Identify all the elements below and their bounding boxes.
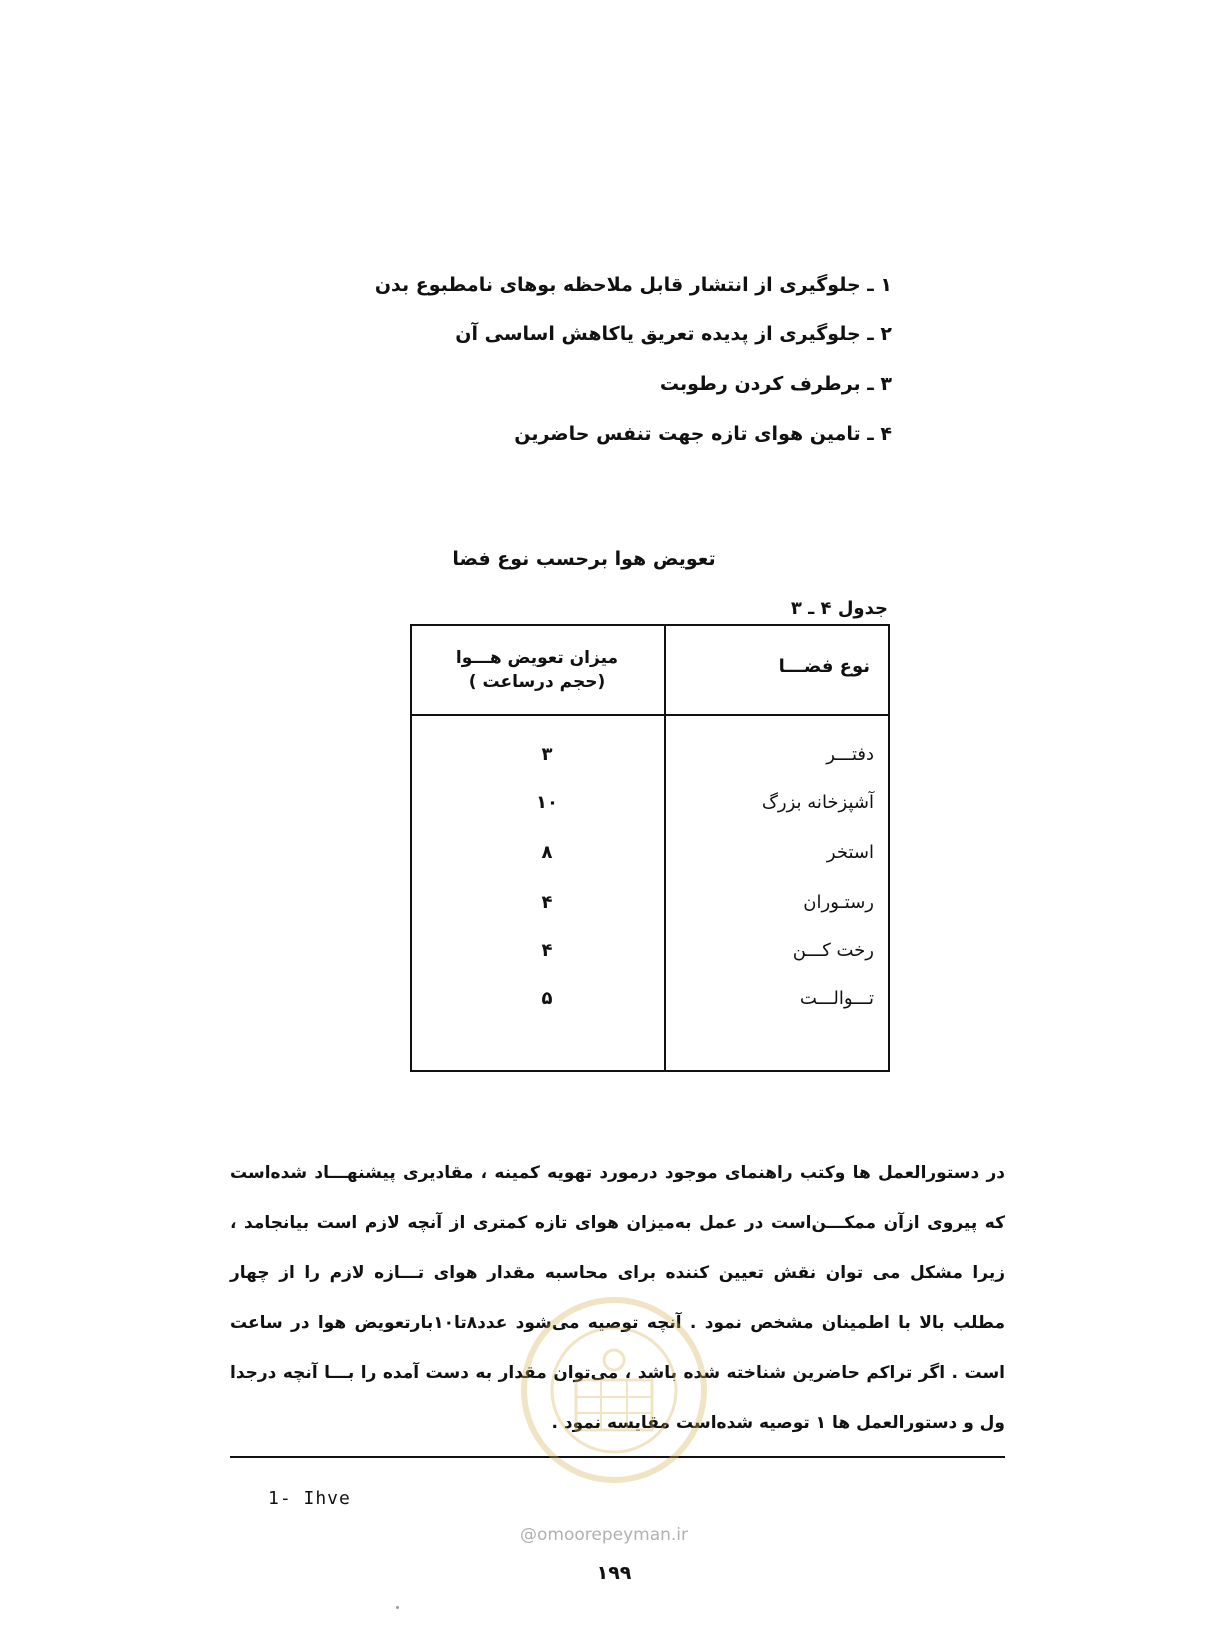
header-divider — [412, 714, 888, 716]
ventilation-table — [410, 624, 890, 1072]
list-item-4: ۴ ـ تامین هوای تازه جهت تنفس حاضرین — [514, 423, 892, 445]
footnote: 1- Ihve — [268, 1488, 351, 1509]
table-title-text: تعویض هوا برحسب نوع فضا — [452, 548, 716, 570]
table-row-space: رستـوران — [803, 892, 874, 913]
table-row-space: تـــوالـــت — [799, 988, 874, 1009]
list-item-3: ۳ ـ برطرف کردن رطوبت — [659, 373, 892, 395]
list-item-2: ۲ ـ جلوگیری از پدیده تعریق یاکاهش اساسی آن — [455, 323, 892, 345]
watermark-site: @omoorepeyman.ir — [520, 1525, 689, 1545]
table-row-space: استخر — [826, 842, 874, 863]
table-row-rate: ۳ — [541, 744, 553, 765]
table-row-rate: ۸ — [541, 842, 553, 863]
table-row-rate: ۴ — [541, 892, 553, 913]
header-rate-line1: میزان تعویض هـــوا — [455, 648, 619, 668]
watermark-seal-icon — [514, 1290, 714, 1490]
body-paragraph: در دستورالعمل ها وکتب راهنمای موجود درمورد تهویه کمینه ، مقادیری پیشنهـــاد شده‌است که پیروی ازآن ممکـــن‌است در عمل به‌میزان هوای تازه کمتری از آنچه لازم است بیانجامد ، زیرا مشکل می توان نقش تعیین کننده برای محاسبه مقدار هوای تـــازه لازم را از چهار مطلب بالا با اطمینان مشخص نمود . آنچه توصیه می‌شود عدد۸تا۱۰بارتعویض هوا در ساعت است . اگر تراکم حاضرین شناخته شده باشد ، می‌توان مقدار به دست آمده را بـــا آنچه درجدا ول و دستورالعمل ها ۱ توصیه شده‌است مقایسه نمود . — [230, 1163, 1005, 1433]
table-row-rate: ۴ — [541, 940, 553, 961]
table-row-space: دفتـــر — [826, 744, 874, 765]
table-row-space: آشپزخانه بزرگ — [761, 792, 874, 813]
page-number: ۱۹۹ — [596, 1562, 632, 1584]
table-row-space: رخت کـــن — [792, 940, 874, 961]
table-title — [0, 548, 1228, 570]
header-rate-line2: (حجم درساعت ) — [468, 672, 606, 692]
header-air-change-rate — [422, 646, 652, 694]
table-row-rate: ۵ — [541, 988, 553, 1009]
scan-dot — [396, 1606, 399, 1609]
list-item-1: ۱ ـ جلوگیری از انتشار قابل ملاحظه بوهای نامطبوع بدن — [374, 274, 892, 296]
table-row-rate: ۱۰ — [536, 792, 558, 813]
header-space-type: نوع فضـــا — [778, 656, 870, 677]
table-label: جدول ۴ ـ ۳ — [790, 598, 888, 619]
